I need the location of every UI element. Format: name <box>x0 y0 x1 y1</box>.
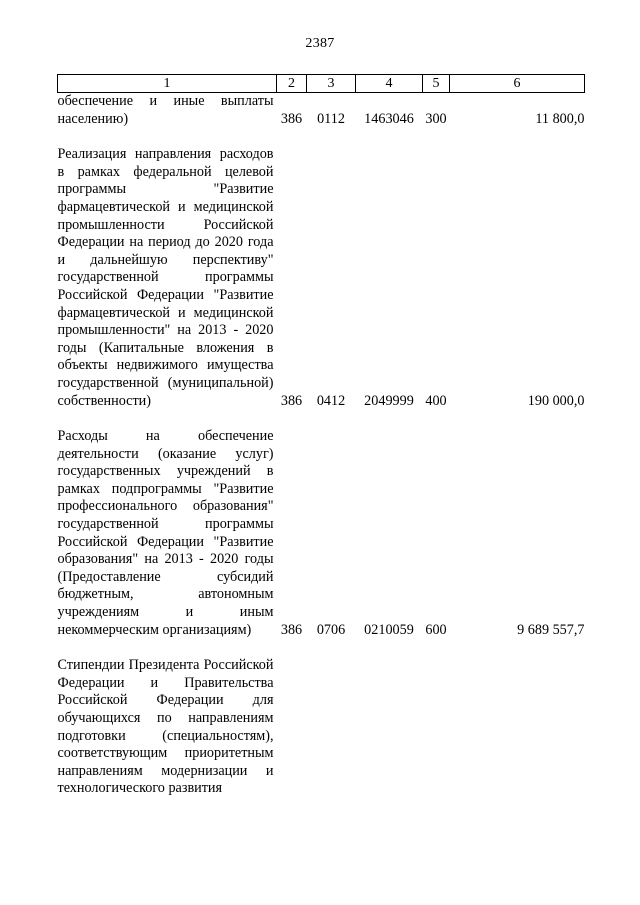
row-expense-type-code: 600 <box>425 621 447 638</box>
row-section-code: 0412 <box>316 392 346 409</box>
table-row <box>58 146 585 410</box>
budget-table <box>57 74 585 798</box>
row-section-code: 0112 <box>317 110 345 127</box>
row-target-code <box>356 657 423 798</box>
table-row <box>58 93 585 129</box>
row-spacer <box>58 410 585 428</box>
column-header: 4 <box>356 75 423 93</box>
column-header: 3 <box>307 75 356 93</box>
row-ministry-code: 386 <box>280 392 303 409</box>
column-header: 5 <box>423 75 450 93</box>
row-target-code: 1463046 <box>364 110 414 127</box>
page-number: 2387 <box>305 36 335 51</box>
column-header: 6 <box>450 75 585 93</box>
row-description: Реализация направления расходов в рамках федеральной целевой программы "Развитие фармацевтической и медицинской промышленности Российской Федерации на период до 2020 года и дальнейшую перспективу" государственной программы Российской Федерации "Развитие фармацевтической и медицинской промышленности" на 2013 - 2020 годы (Капитальные вложения в объекты недвижимого имущества государственной (муниципальной) собственности) <box>57 146 274 409</box>
row-expense-type-code <box>423 657 450 798</box>
row-amount <box>450 657 585 798</box>
row-ministry-code: 386 <box>280 621 303 638</box>
row-amount: 11 800,0 <box>535 110 585 127</box>
row-description: Расходы на обеспечение деятельности (оказание услуг) государственных учреждений в рамках подпрограммы "Развитие профессионального образования" государственной программы Российской Федерации "Развитие образования" на 2013 - 2020 годы (Предоставление субсидий бюджетным, автономным учреждениям и иным некоммерческим организациям) <box>57 428 274 638</box>
table-row <box>58 657 585 798</box>
row-expense-type-code: 400 <box>425 392 447 409</box>
table-row <box>58 428 585 639</box>
row-amount: 9 689 557,7 <box>517 621 585 638</box>
row-ministry-code: 386 <box>280 110 303 127</box>
row-spacer <box>58 639 585 657</box>
table-header-row <box>58 75 585 93</box>
row-target-code: 2049999 <box>364 392 414 409</box>
column-header: 1 <box>58 75 277 93</box>
row-description: Стипендии Президента Российской Федерации и Правительства Российской Федерации для обучающихся по направлениям подготовки (специальностям), соответствующим приоритетным направлениям модернизации и технологического развития <box>57 657 274 797</box>
row-ministry-code <box>277 657 307 798</box>
row-amount: 190 000,0 <box>527 392 585 409</box>
row-section-code <box>307 657 356 798</box>
row-target-code: 0210059 <box>364 621 414 638</box>
row-expense-type-code: 300 <box>425 110 447 127</box>
row-spacer <box>58 128 585 146</box>
row-section-code: 0706 <box>316 621 346 638</box>
column-header: 2 <box>277 75 307 93</box>
row-description: обеспечение и иные выплаты населению) <box>57 93 274 127</box>
